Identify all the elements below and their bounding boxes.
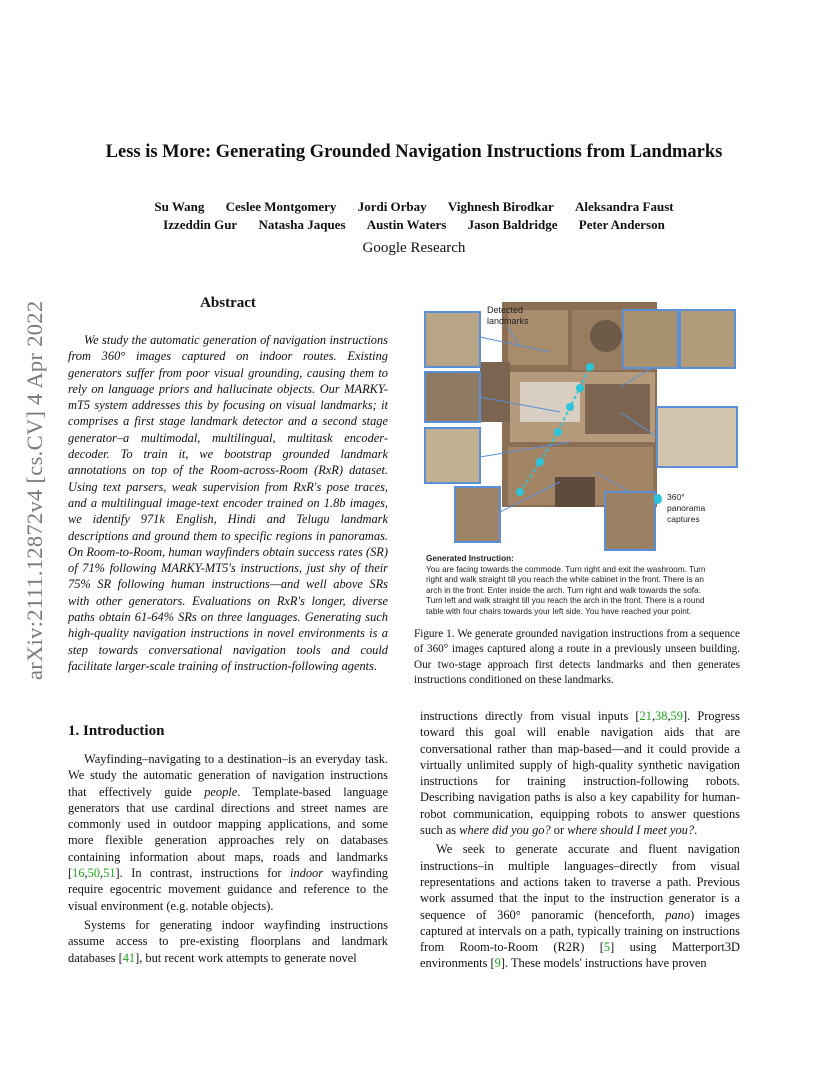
pin-icon: [654, 494, 662, 504]
citation-link[interactable]: 59: [670, 709, 683, 723]
landmark-thumb: [425, 312, 480, 367]
author: Jordi Orbay: [357, 199, 427, 214]
affiliation: Google Research: [362, 240, 466, 256]
citation-link[interactable]: 38: [655, 709, 668, 723]
instruction-line: arch in the front. Enter inside the arch. Turn right and walk towards the sofa.: [426, 585, 701, 595]
generated-instruction-heading: Generated Instruction:: [426, 554, 514, 563]
pano-pin: [516, 488, 524, 496]
landmark-thumb: [680, 310, 735, 368]
citation-link[interactable]: 16: [72, 866, 85, 881]
introduction-body: [68, 751, 388, 966]
landmark-thumb: [623, 310, 678, 368]
author: Natasha Jaques: [258, 217, 346, 232]
landmark-thumb: [605, 492, 655, 550]
landmark-thumb: [657, 407, 737, 467]
citation-link[interactable]: 21: [639, 709, 652, 723]
panorama-captures-label: 360° panorama captures: [667, 492, 705, 525]
intro-paragraph-2: Systems for generating indoor wayfinding instructions assume access to pre-existing floorplans and landmark databases [41], but recent work attempts to generate novel: [68, 917, 388, 965]
citation-link[interactable]: 9: [494, 956, 501, 971]
paper-title: Less is More: Generating Grounded Navigation Instructions from Landmarks: [105, 142, 723, 162]
abstract-heading: Abstract: [200, 295, 256, 311]
figure-1: [420, 292, 740, 619]
pano-pin: [576, 384, 584, 392]
pano-pin: [554, 428, 562, 436]
arxiv-identifier[interactable]: arXiv:2111.12872v4 [cs.CV] 4 Apr 2022: [22, 300, 47, 680]
author: Izzeddin Gur: [163, 217, 238, 232]
landmark-thumb: [425, 372, 480, 422]
introduction-heading: 1. Introduction: [68, 723, 165, 739]
instruction-line: right and walk straight till you reach the white cabinet in the front. There is an: [426, 575, 704, 585]
citation-link[interactable]: 41: [122, 950, 136, 965]
citation-link[interactable]: 50: [87, 866, 101, 881]
intro-paragraph-1: Wayfinding–navigating to a destination–is an everyday task. We study the automatic generation of navigation instructions that effectively guide people. Template-based language generators that use cardinal directions and street names are commonly used in outdoor mapping applications, and some more flexible generation approaches rely on databases containing information about maps, roads and landmarks [16,50,51]. In contrast, instructions for indoor wayfinding require egocentric movement guidance and reference to the visual environment (e.g. notable objects).: [68, 752, 388, 913]
instruction-line: Turn left and walk straight till you reach the arch in the front. There is a round: [426, 596, 705, 606]
instruction-line: You are facing towards the commode. Turn right and exit the washroom. Turn: [426, 564, 706, 574]
generated-instruction-box: [426, 554, 736, 618]
right-paragraph-1: instructions directly from visual inputs [21,38,59]. Progress toward this goal will enable navigation aids that are conversational rather than map-based—and it could provide a virtually unlimited supply of high-quality synthetic navigation instructions for training instruction-following robots. Describing navigation paths is also a key capability for human-robot communication, equipping robots to answer questions such as where did you go? or where should I meet you?.: [420, 709, 740, 838]
pano-pin: [536, 458, 544, 466]
author: Ceslee Montgomery: [225, 199, 337, 214]
detected-landmarks-label: Detected landmarks: [487, 305, 529, 326]
author: Jason Baldridge: [467, 217, 558, 232]
author: Su Wang: [154, 199, 205, 214]
instruction-line: table with four chairs towards your left side. You have reached your point.: [426, 606, 692, 616]
pano-pin: [586, 363, 594, 371]
abstract-text: We study the automatic generation of navigation instructions from 360° images captured on indoor routes. Existing generators suffer from poor visual grounding, causing them to rely on language priors and hallucinate objects. Our MARKY-mT5 system addresses this by focusing on visual landmarks; it comprises a first stage landmark detector and a second stage generator–a multimodal, multilingual, multitask encoder-decoder. To train it, we bootstrap grounded landmark annotations on top of the Room-across-Room (RxR) dataset. Using text parsers, weak supervision from RxR's pose traces, and a multilingual image-text encoder trained on 1.8b images, we identify 971k English, Hindi and Telugu landmark descriptions and ground them to specific regions in panoramas. On Room-to-Room, human wayfinders obtain success rates (SR) of 71% following MARKY-MT5's instructions, just shy of their 75% SR following human instructions—and well above SRs with other generators. Evaluations on RxR's longer, diverse paths obtain 61-64% SRs on three languages. Generating such high-quality navigation instructions in novel environments is a step towards conversational navigation tools and could facilitate larger-scale training of instruction-following agents.: [68, 333, 388, 673]
landmark-thumb: [425, 428, 480, 483]
right-column-body: [420, 708, 740, 972]
author: Peter Anderson: [578, 217, 665, 232]
author: Austin Waters: [366, 217, 447, 232]
citation-link[interactable]: 51: [103, 866, 116, 881]
citation-link[interactable]: 5: [603, 940, 611, 955]
right-paragraph-2: We seek to generate accurate and fluent navigation instructions–in multiple languages–directly from visual representations and actions taken to traverse a path. Previous work assumed that the input to the instruction generator is a sequence of 360° panoramic (henceforth, pano) images captured at intervals on a path, typically training on instructions from Room-to-Room (R2R) [5] using Matterport3D environments [9]. These models' instructions have proven: [420, 842, 740, 971]
landmark-thumb: [455, 487, 500, 542]
author: Vighnesh Birodkar: [447, 199, 554, 214]
figure-caption: Figure 1. We generate grounded navigation instructions from a sequence of 360° images captured along a route in a previously unseen building. Our two-stage approach first detects landmarks and then generates instructions conditioned on these landmarks.: [414, 628, 740, 686]
author: Aleksandra Faust: [575, 199, 674, 214]
abstract-body: [68, 332, 388, 674]
author-list-line2: [0, 217, 828, 233]
pano-pin: [566, 403, 574, 411]
author-list-line1: [0, 199, 828, 215]
